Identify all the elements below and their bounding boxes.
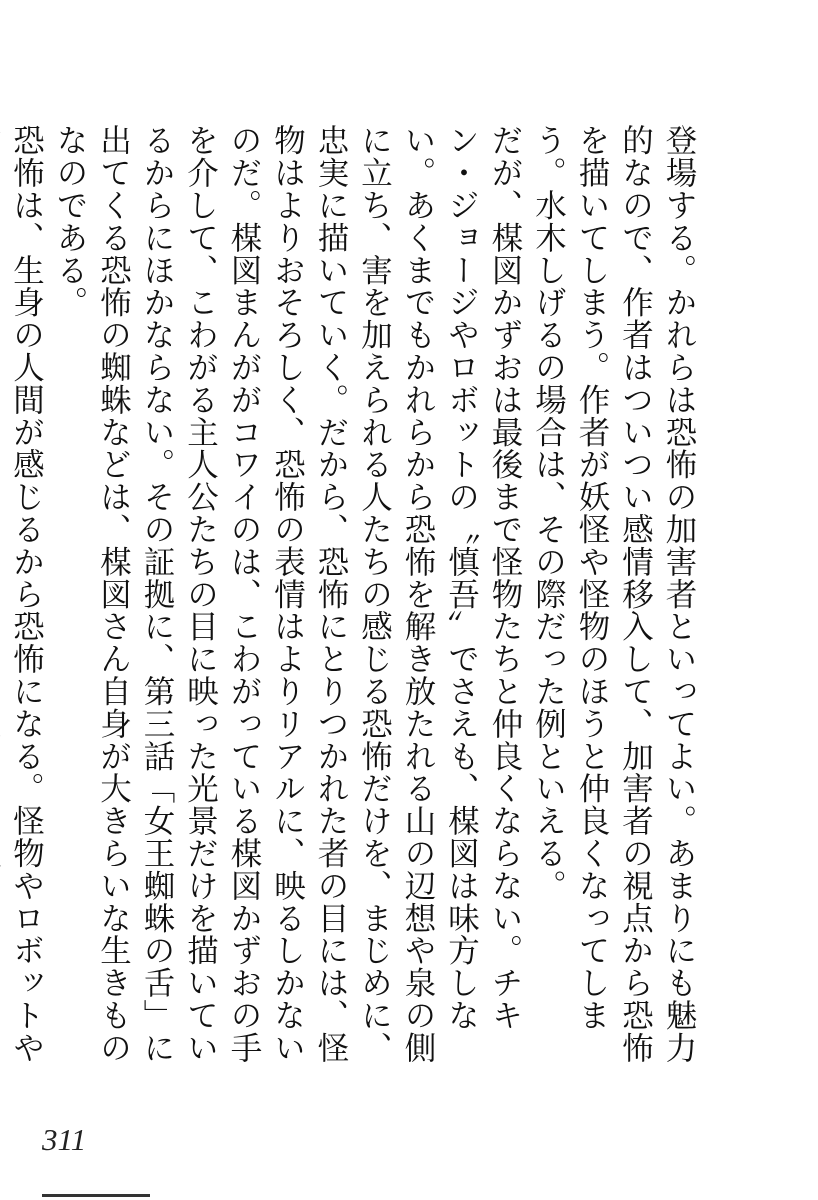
paragraph-3: 恐怖は、生身の人間が感じるから恐怖になる。怪物やロボットや	[8, 124, 45, 1064]
body-text	[0, 124, 700, 1084]
paragraph-1: 登場する。かれらは恐怖の加害者といってよい。あまりにも魅力的なので、作者はついつい感情移入して、加害者の視点から恐怖を描いてしまう。作者が妖怪や怪物のほうと仲良くなってしまう。水木しげるの場合は、その際だった例といえる。	[530, 124, 697, 1064]
bottom-rule	[42, 1194, 150, 1197]
paragraph-2: だが、楳図かずおは最後まで怪物たちと仲良くならない。チキン・ジョージやロボットの〝慎吾〟でさえも、楳図は味方しない。あくまでもかれらから恐怖を解き放たれる山の辺想や泉の側に立ち、害を加えられる人たちの感じる恐怖だけを、まじめに、忠実に描いていく。だから、恐怖にとりつかれた者の目には、怪物はよりおそろしく、恐怖の表情はよりリアルに、映るしかないのだ。楳図まんががコワイのは、こわがっている楳図かずおの手を介して、こわがる主人公たちの目に映った光景だけを描いているからにほかならない。その証拠に、第三話「女王蜘蛛の舌」に出てくる恐怖の蜘蛛などは、楳図さん自身が大きらいな生きものなのである。	[52, 124, 523, 1064]
page-number: 311	[42, 1122, 87, 1157]
